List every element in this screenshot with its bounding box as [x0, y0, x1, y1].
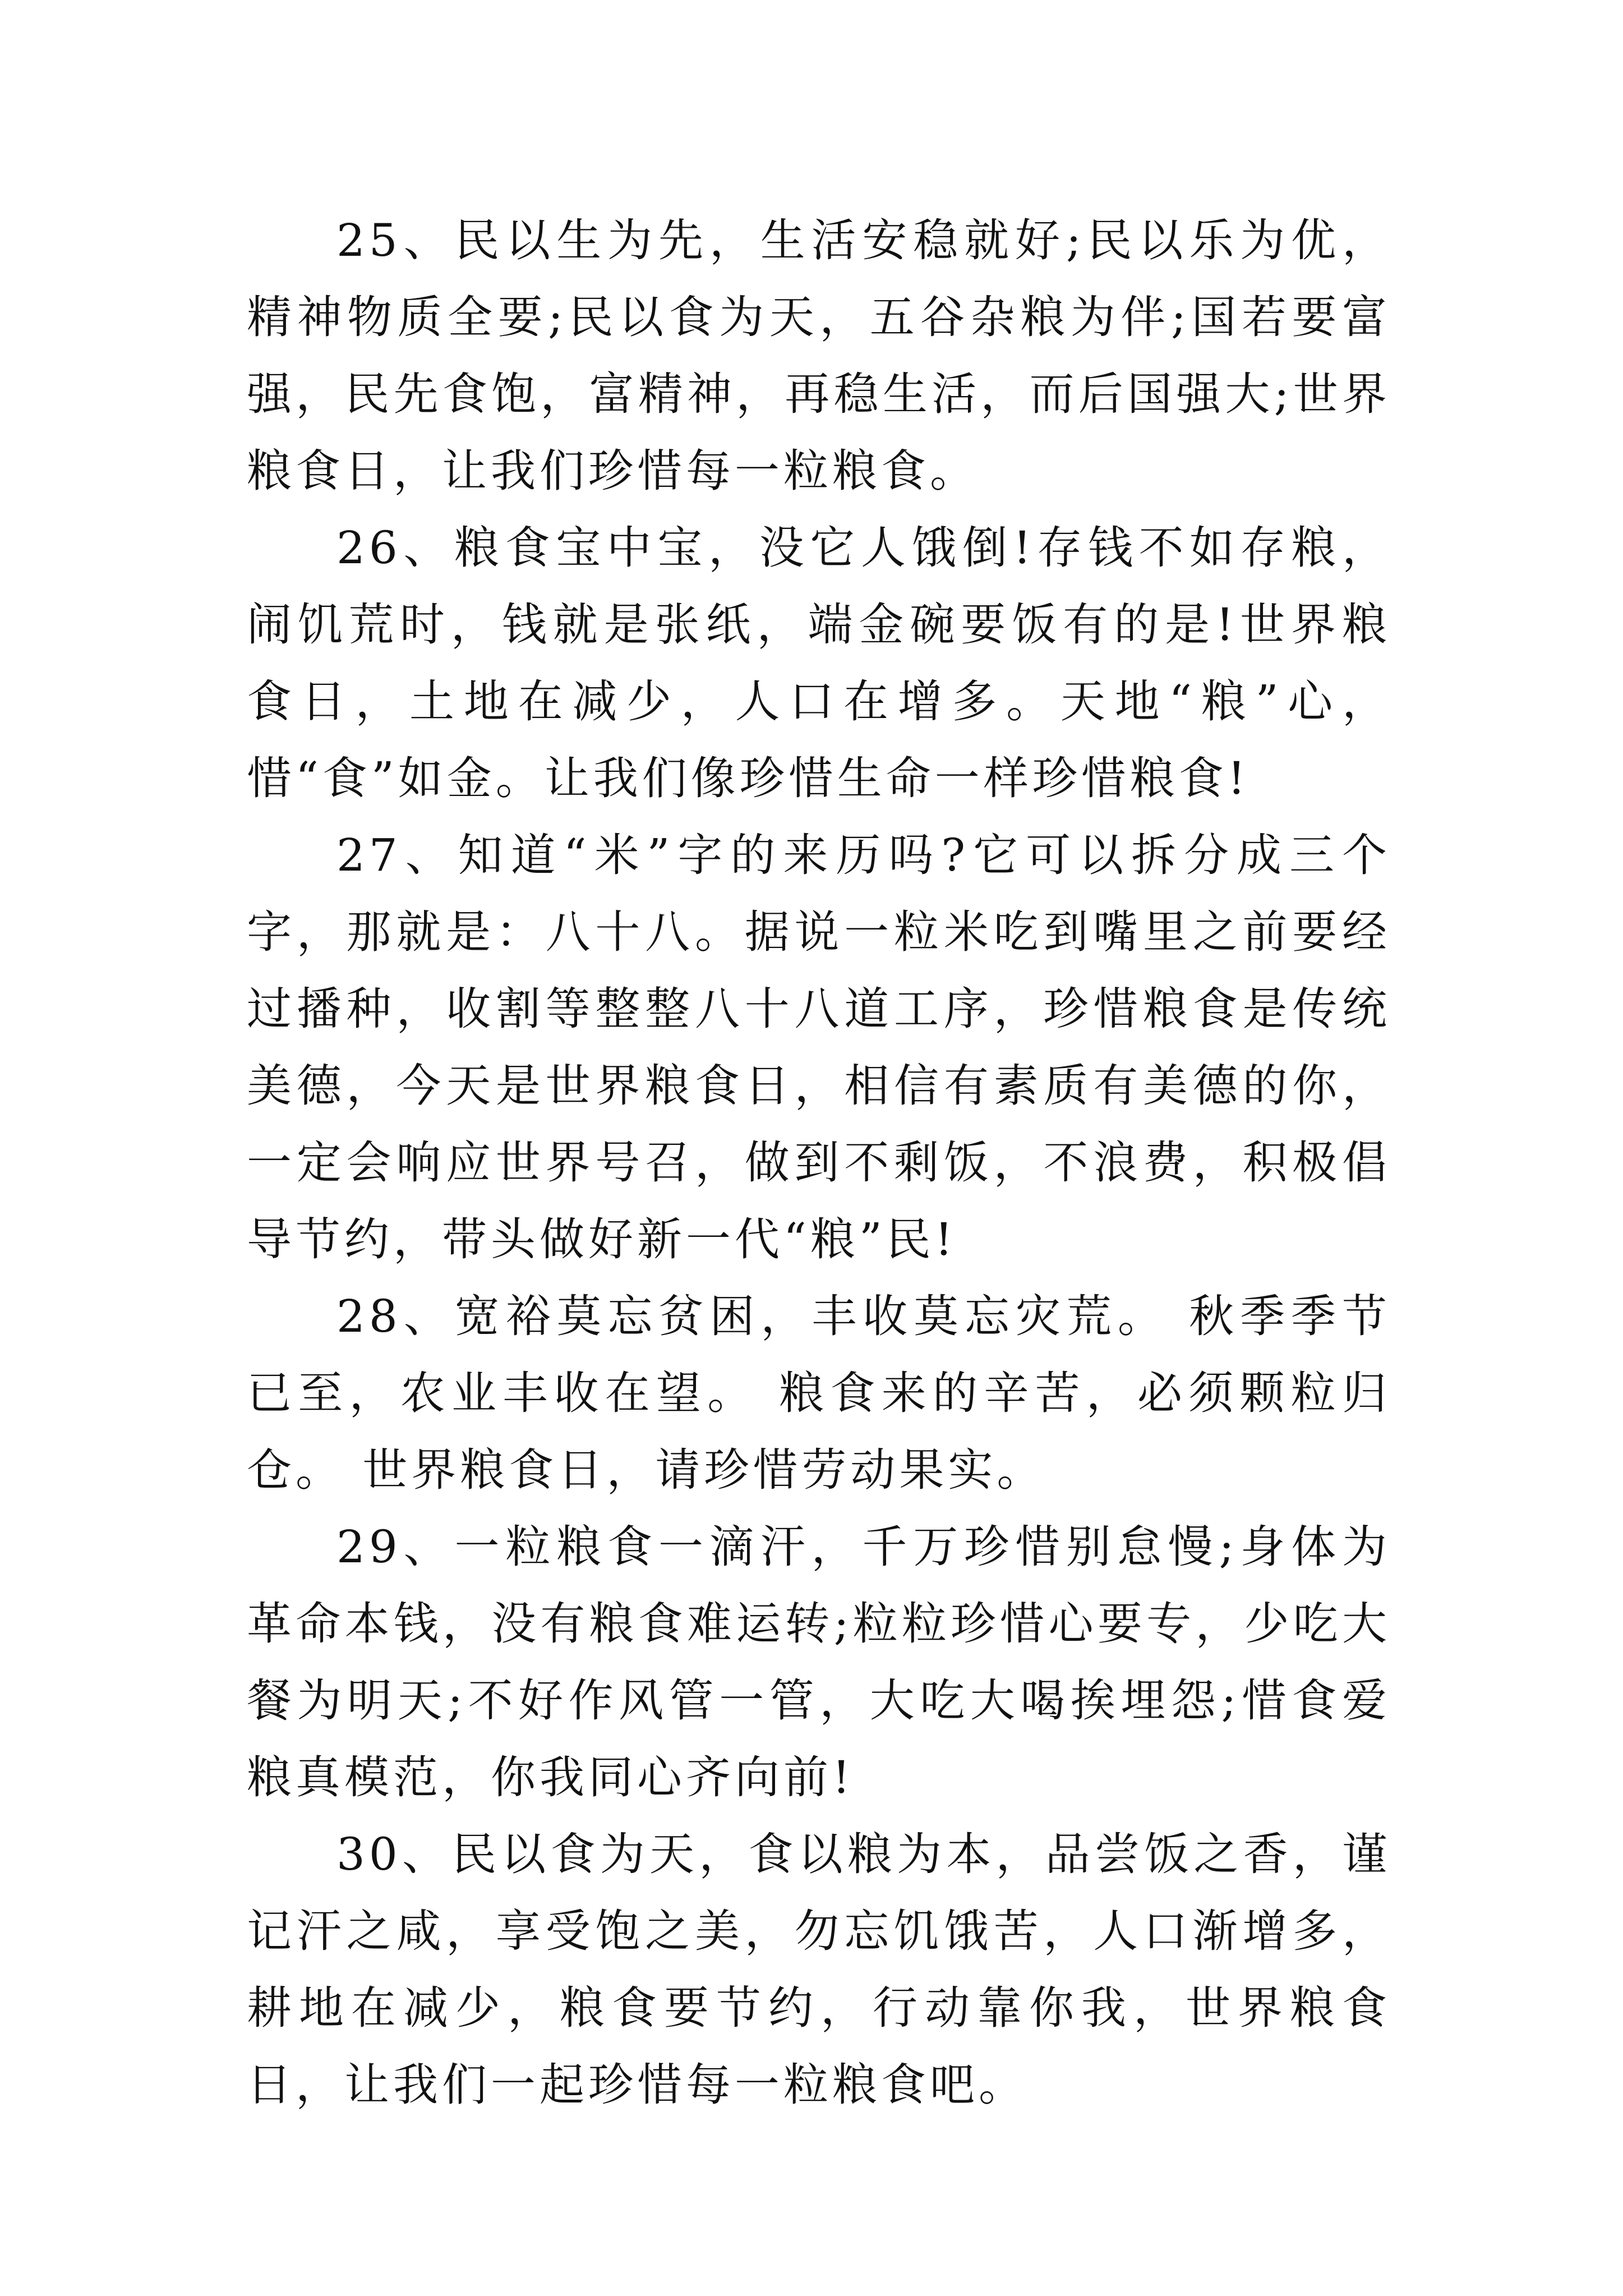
paragraph-30: 30、民以食为天，食以粮为本，品尝饭之香，谨记汗之咸，享受饱之美，勿忘饥饿苦，人口渐增多，耕地在减少，粮食要节约，行动靠你我，世界粮食日，让我们一起珍惜每一粒粮食吧。	[247, 1828, 1391, 2111]
paragraph-29: 29、一粒粮食一滴汗，千万珍惜别怠慢;身体为革命本钱，没有粮食难运转;粒粒珍惜心要专，少吃大餐为明天;不好作风管一管，大吃大喝挨埋怨;惜食爱粮真模范，你我同心齐向前!	[247, 1521, 1391, 1803]
document-body	[247, 202, 1391, 2123]
paragraph-28: 28、宽裕莫忘贫困，丰收莫忘灾荒。 秋季季节已至，农业丰收在望。 粮食来的辛苦，必须颗粒归仓。 世界粮食日，请珍惜劳动果实。	[247, 1290, 1391, 1496]
paragraph-25: 25、民以生为先，生活安稳就好;民以乐为优，精神物质全要;民以食为天，五谷杂粮为伴;国若要富强，民先食饱，富精神，再稳生活，而后国强大;世界粮食日，让我们珍惜每一粒粮食。	[247, 214, 1391, 497]
paragraph-26: 26、粮食宝中宝，没它人饿倒!存钱不如存粮，闹饥荒时，钱就是张纸，端金碗要饭有的是!世界粮食日，土地在减少，人口在增多。天地“粮”心，惜“食”如金。让我们像珍惜生命一样珍惜粮食!	[247, 522, 1391, 804]
paragraph-27: 27、知道“米”字的来历吗?它可以拆分成三个字，那就是：八十八。据说一粒米吃到嘴里之前要经过播种，收割等整整八十八道工序，珍惜粮食是传统美德，今天是世界粮食日，相信有素质有美德的你，一定会响应世界号召，做到不剩饭，不浪费，积极倡导节约，带头做好新一代“粮”民!	[247, 829, 1391, 1266]
